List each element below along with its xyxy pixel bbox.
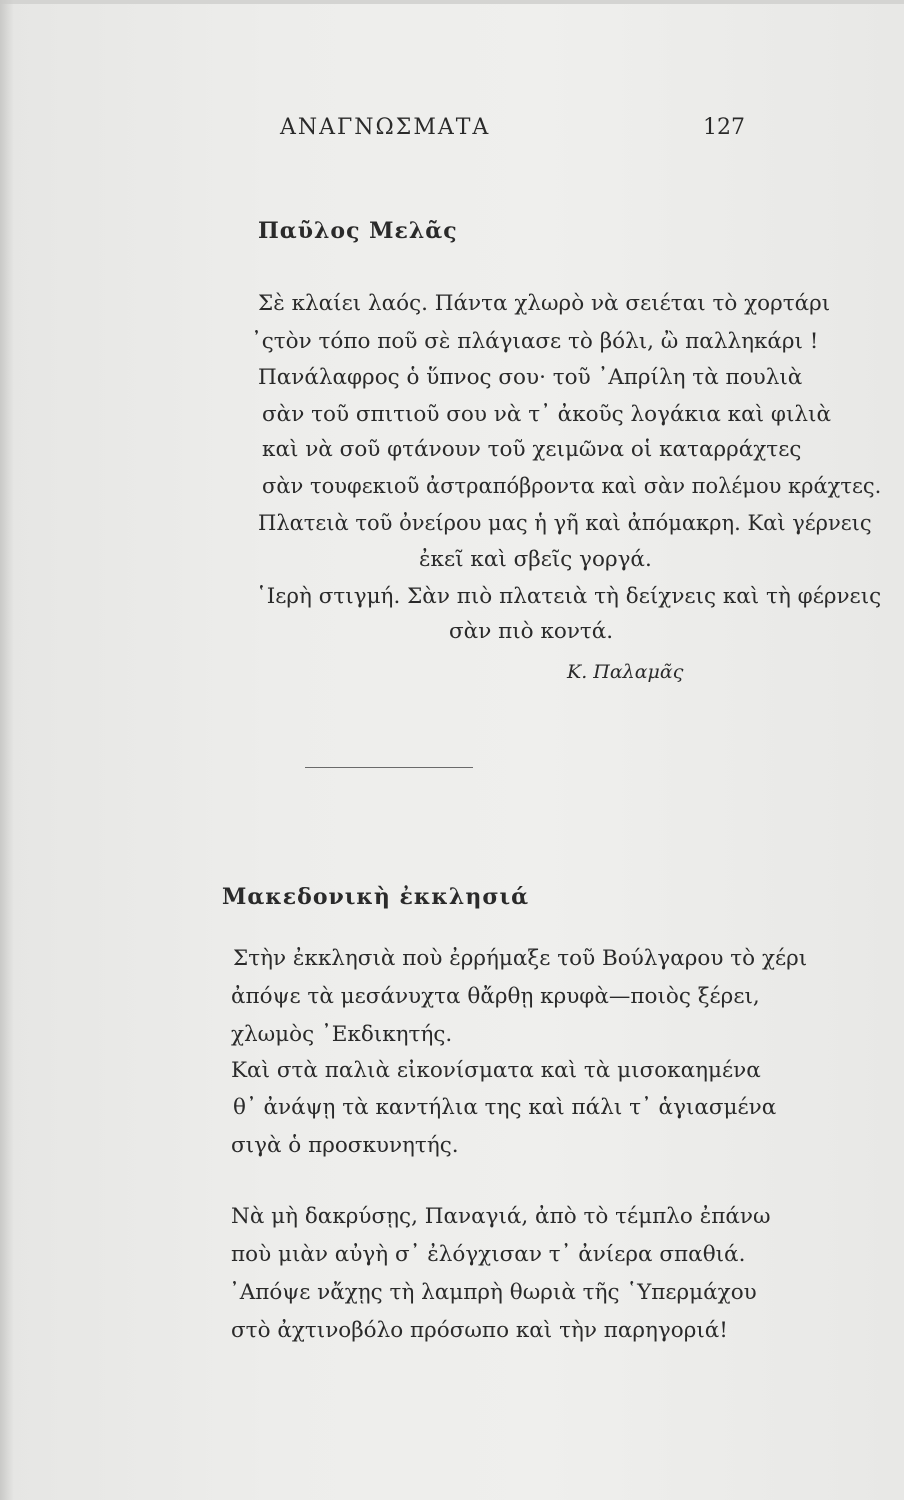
poem-line: ᾿Απόψε νἄχῃς τὴ λαμπρὴ θωριὰ τῆς ῾Υπερμάχου — [229, 1280, 757, 1305]
poem-line: ἀπόψε τὰ μεσάνυχτα θἄρθῃ κρυφὰ—ποιὸς ξέρει, — [231, 984, 760, 1009]
poem-title-macedonian-church: Μακεδονικὴ ἐκκλησιά — [222, 884, 530, 910]
poem-line: Νὰ μὴ δακρύσῃς, Παναγιά, ἀπὸ τὸ τέμπλο ἐπάνω — [231, 1204, 771, 1229]
poem-line: ῾Ιερὴ στιγμή. Σὰν πιὸ πλατειὰ τὴ δείχνεις καὶ τὴ φέρνεις — [256, 584, 882, 609]
poem-line: θ᾿ ἀνάψῃ τὰ καντήλια της καὶ πάλι τ᾿ ἁγιασμένα — [233, 1095, 777, 1120]
poem-line: χλωμὸς ᾿Εκδικητής. — [231, 1022, 453, 1047]
poem-title-pavlos-melas: Παῦλος Μελᾶς — [258, 218, 458, 244]
poem-line: καὶ νὰ σοῦ φτάνουν τοῦ χειμῶνα οἱ καταρράχτες — [262, 437, 802, 462]
poem-line: Καὶ στὰ παλιὰ εἰκονίσματα καὶ τὰ μισοκαημένα — [231, 1058, 761, 1083]
running-title: ΑΝΑΓΝΩΣΜΑΤΑ — [280, 115, 491, 140]
poem-line: σιγὰ ὁ προσκυνητής. — [231, 1133, 459, 1158]
poem-line: σὰν πιὸ κοντά. — [449, 619, 614, 644]
poem-line: στὸ ἀχτινοβόλο πρόσωπο καὶ τὴν παρηγοριά! — [231, 1318, 728, 1343]
page-top-edge — [0, 0, 904, 4]
poem-author: Κ. Παλαμᾶς — [567, 661, 684, 683]
page-number: 127 — [703, 115, 745, 140]
poem-line: σὰν τοῦ σπιτιοῦ σου νὰ τ᾿ ἀκοῦς λογάκια καὶ φιλιὰ — [262, 402, 831, 427]
poem-line: σὰν τουφεκιοῦ ἀστραπόβροντα καὶ σὰν πολέμου κράχτες. — [262, 474, 882, 498]
poem-line: ἐκεῖ καὶ σβεῖς γοργά. — [419, 547, 652, 572]
poem-line: Στὴν ἐκκλησιὰ ποὺ ἐρρήμαξε τοῦ Βούλγαρου τὸ χέρι — [233, 946, 808, 971]
binding-shadow — [0, 0, 14, 1500]
poem-line: ᾿ςτὸν τόπο ποῦ σὲ πλάγιασε τὸ βόλι, ὢ παλληκάρι ! — [251, 329, 819, 354]
poem-line: ποὺ μιὰν αὐγὴ σ᾿ ἐλόγχισαν τ᾿ ἀνίερα σπαθιά. — [231, 1242, 746, 1267]
poem-line: Σὲ κλαίει λαός. Πάντα χλωρὸ νὰ σειέται τὸ χορτάρι — [258, 291, 831, 316]
section-divider — [305, 767, 473, 768]
poem-line: Πλατειὰ τοῦ ὀνείρου μας ἡ γῆ καὶ ἀπόμακρη. Καὶ γέρνεις — [258, 511, 872, 535]
poem-line: Πανάλαφρος ὁ ὕπνος σου· τοῦ ᾿Απρίλη τὰ πουλιὰ — [258, 365, 803, 390]
